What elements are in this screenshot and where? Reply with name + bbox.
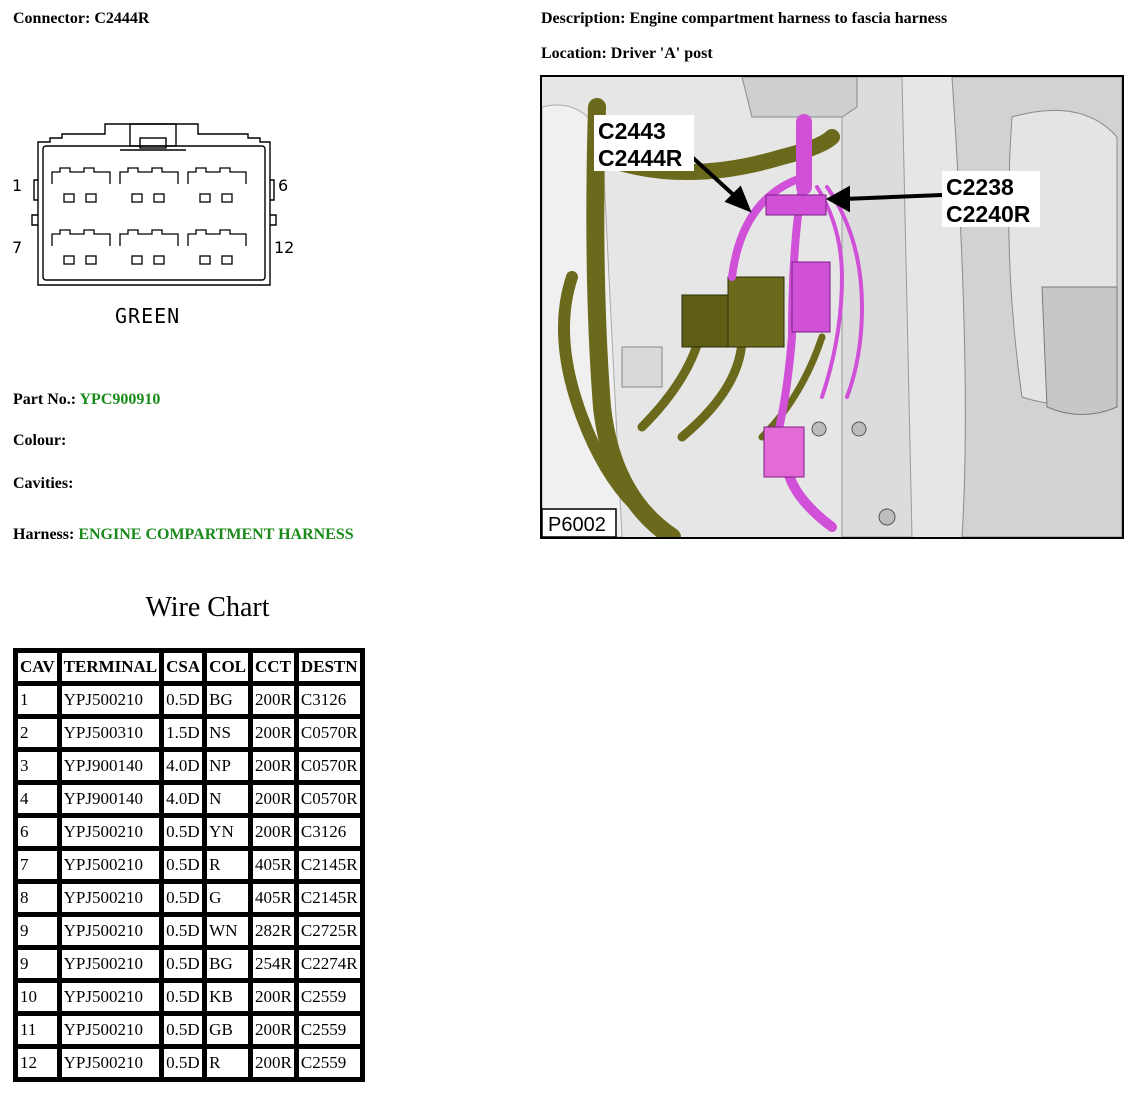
location-header — [541, 45, 713, 63]
wire-chart-cell-terminal: YPJ900140 — [61, 784, 161, 814]
wire-chart-cell-col: NP — [206, 751, 249, 781]
colour-row — [13, 432, 66, 450]
cavity-cell — [52, 168, 110, 184]
wire-chart-cell-terminal: YPJ500210 — [61, 685, 161, 715]
cavity-terminal-slot — [200, 194, 210, 202]
wire-chart-cell-destn: C2725R — [298, 916, 361, 946]
wire-chart-cell-col: R — [206, 850, 249, 880]
wire-chart-cell-terminal: YPJ500210 — [61, 916, 161, 946]
wire-chart-cell-col: BG — [206, 949, 249, 979]
wire-chart-cell-csa: 0.5D — [163, 982, 203, 1012]
callout-right-line-2: C2240R — [946, 201, 1031, 227]
colour-label: Colour: — [13, 432, 67, 449]
wire-chart-cell-destn: C3126 — [298, 817, 361, 847]
pin-label-12: 12 — [274, 238, 295, 257]
cavity-terminal-slot — [200, 256, 210, 264]
wire-chart-cell-cct: 200R — [252, 982, 295, 1012]
wire-chart-cell-cav: 12 — [17, 1048, 58, 1078]
cavity-cell — [120, 230, 178, 246]
cavity-cell — [188, 230, 246, 246]
wire-chart-column-cav: CAV — [17, 652, 58, 682]
wire-chart-cell-cav: 7 — [17, 850, 58, 880]
wire-chart-cell-destn: C2274R — [298, 949, 361, 979]
cavity-cell — [188, 168, 246, 184]
wire-chart-cell-csa: 0.5D — [163, 916, 203, 946]
wire-chart-cell-cct: 282R — [252, 916, 295, 946]
wire-chart-cell-col: GB — [206, 1015, 249, 1045]
wire-chart-cell-destn: C2145R — [298, 883, 361, 913]
wire-chart-column-cct: CCT — [252, 652, 295, 682]
wire-chart-cell-cct: 200R — [252, 817, 295, 847]
cavity-cell — [120, 168, 178, 184]
wire-chart-cell-csa: 0.5D — [163, 1015, 203, 1045]
cavity-cell — [52, 230, 110, 246]
wire-chart-cell-cct: 200R — [252, 784, 295, 814]
connector-label: Connector: — [13, 10, 91, 27]
wire-chart-cell-terminal: YPJ500210 — [61, 817, 161, 847]
wire-chart-cell-csa: 0.5D — [163, 883, 203, 913]
wire-chart-row — [17, 850, 361, 880]
wire-chart-row — [17, 784, 361, 814]
wire-chart-cell-destn: C2145R — [298, 850, 361, 880]
pin-label-7: 7 — [12, 238, 23, 257]
wire-chart-column-csa: CSA — [163, 652, 203, 682]
wire-chart-cell-destn: C3126 — [298, 685, 361, 715]
part-number-row — [13, 391, 160, 409]
wire-chart-row — [17, 982, 361, 1012]
connector-colour-text: GREEN — [115, 304, 181, 328]
wire-chart-cell-cav: 9 — [17, 916, 58, 946]
wire-chart-cell-cct: 200R — [252, 718, 295, 748]
wire-chart-cell-terminal: YPJ500210 — [61, 1048, 161, 1078]
wire-chart-cell-col: N — [206, 784, 249, 814]
callout-left-line-2: C2444R — [598, 145, 683, 171]
wire-chart-row — [17, 1015, 361, 1045]
wire-chart-cell-cav: 10 — [17, 982, 58, 1012]
wire-chart-row — [17, 718, 361, 748]
wire-chart-cell-terminal: YPJ500210 — [61, 982, 161, 1012]
wire-chart-cell-col: NS — [206, 718, 249, 748]
cavities-row — [13, 475, 73, 493]
wire-chart-row — [17, 949, 361, 979]
description-header — [541, 10, 947, 28]
wire-chart-cell-col: R — [206, 1048, 249, 1078]
cavity-terminal-slot — [154, 256, 164, 264]
wire-chart-cell-cct: 254R — [252, 949, 295, 979]
cavity-terminal-slot — [154, 194, 164, 202]
wire-chart-cell-csa: 0.5D — [163, 949, 203, 979]
wire-chart-cell-destn: C0570R — [298, 751, 361, 781]
wire-chart-cell-terminal: YPJ500310 — [61, 718, 161, 748]
wire-chart-row — [17, 1048, 361, 1078]
wire-chart-cell-cav: 8 — [17, 883, 58, 913]
figure-id: P6002 — [548, 514, 606, 536]
wire-chart-cell-destn: C2559 — [298, 1048, 361, 1078]
cavity-terminal-slot — [222, 256, 232, 264]
pin-label-1: 1 — [12, 176, 23, 195]
wire-chart-cell-terminal: YPJ500210 — [61, 1015, 161, 1045]
wire-chart-cell-cct: 405R — [252, 883, 295, 913]
wire-chart-cell-cct: 405R — [252, 850, 295, 880]
wire-chart-row — [17, 883, 361, 913]
location-illustration — [542, 77, 1122, 537]
wire-chart-cell-cav: 11 — [17, 1015, 58, 1045]
wire-chart-cell-terminal: YPJ900140 — [61, 751, 161, 781]
wire-chart-cell-cct: 200R — [252, 685, 295, 715]
cavity-terminal-slot — [222, 194, 232, 202]
wire-chart-table — [13, 648, 365, 1082]
wire-chart-cell-cav: 6 — [17, 817, 58, 847]
wire-chart-cell-cav: 2 — [17, 718, 58, 748]
wire-chart-cell-col: YN — [206, 817, 249, 847]
location-value: Driver 'A' post — [610, 45, 713, 62]
wire-chart-row — [17, 685, 361, 715]
wire-chart-cell-csa: 0.5D — [163, 1048, 203, 1078]
harness-label: Harness: — [13, 526, 75, 543]
cavity-terminal-slot — [86, 194, 96, 202]
wire-chart-cell-csa: 0.5D — [163, 850, 203, 880]
wire-chart-cell-destn: C2559 — [298, 1015, 361, 1045]
part-number-label: Part No.: — [13, 391, 77, 408]
wire-chart-header-row — [17, 652, 361, 682]
connector-header — [13, 10, 149, 28]
wire-chart-cell-cav: 4 — [17, 784, 58, 814]
location-photo — [540, 75, 1124, 539]
cavity-terminal-slot — [132, 256, 142, 264]
location-label: Location: — [541, 45, 607, 62]
wire-chart-cell-col: WN — [206, 916, 249, 946]
wire-chart-row — [17, 916, 361, 946]
wire-chart-cell-csa: 0.5D — [163, 817, 203, 847]
wire-chart-cell-cct: 200R — [252, 1015, 295, 1045]
wire-chart-cell-terminal: YPJ500210 — [61, 850, 161, 880]
harness-row — [13, 526, 354, 544]
wire-chart-cell-cct: 200R — [252, 751, 295, 781]
wire-chart-cell-col: G — [206, 883, 249, 913]
wire-chart-cell-destn: C0570R — [298, 784, 361, 814]
wire-chart-cell-terminal: YPJ500210 — [61, 949, 161, 979]
wire-chart-column-terminal: TERMINAL — [61, 652, 161, 682]
description-value: Engine compartment harness to fascia harness — [629, 10, 948, 27]
cavity-terminal-slot — [86, 256, 96, 264]
wire-chart-cell-col: BG — [206, 685, 249, 715]
cavity-terminal-slot — [64, 194, 74, 202]
cavity-terminal-slot — [64, 256, 74, 264]
wire-chart-cell-csa: 4.0D — [163, 751, 203, 781]
wire-chart-cell-destn: C2559 — [298, 982, 361, 1012]
callout-right-line-1: C2238 — [946, 174, 1014, 200]
connector-face-diagram — [10, 120, 310, 335]
description-label: Description: — [541, 10, 626, 27]
wire-chart-cell-col: KB — [206, 982, 249, 1012]
wire-chart-cell-cav: 3 — [17, 751, 58, 781]
harness-value: ENGINE COMPARTMENT HARNESS — [78, 526, 354, 543]
connector-value: C2444R — [94, 10, 150, 27]
cavity-terminal-slot — [132, 194, 142, 202]
part-number-value: YPC900910 — [79, 391, 161, 408]
wire-chart-cell-cav: 1 — [17, 685, 58, 715]
wire-chart-cell-cct: 200R — [252, 1048, 295, 1078]
wire-chart-cell-terminal: YPJ500210 — [61, 883, 161, 913]
callout-left-line-1: C2443 — [598, 118, 666, 144]
wire-chart-row — [17, 817, 361, 847]
wire-chart-title: Wire Chart — [145, 592, 270, 623]
wire-chart-column-col: COL — [206, 652, 249, 682]
wire-chart-cell-cav: 9 — [17, 949, 58, 979]
wire-chart-cell-csa: 1.5D — [163, 718, 203, 748]
wire-chart-cell-csa: 0.5D — [163, 685, 203, 715]
wire-chart-cell-destn: C0570R — [298, 718, 361, 748]
cavities-label: Cavities: — [13, 475, 74, 492]
wire-chart-row — [17, 751, 361, 781]
wire-chart-column-destn: DESTN — [298, 652, 361, 682]
pin-label-6: 6 — [278, 176, 289, 195]
wire-chart-cell-csa: 4.0D — [163, 784, 203, 814]
